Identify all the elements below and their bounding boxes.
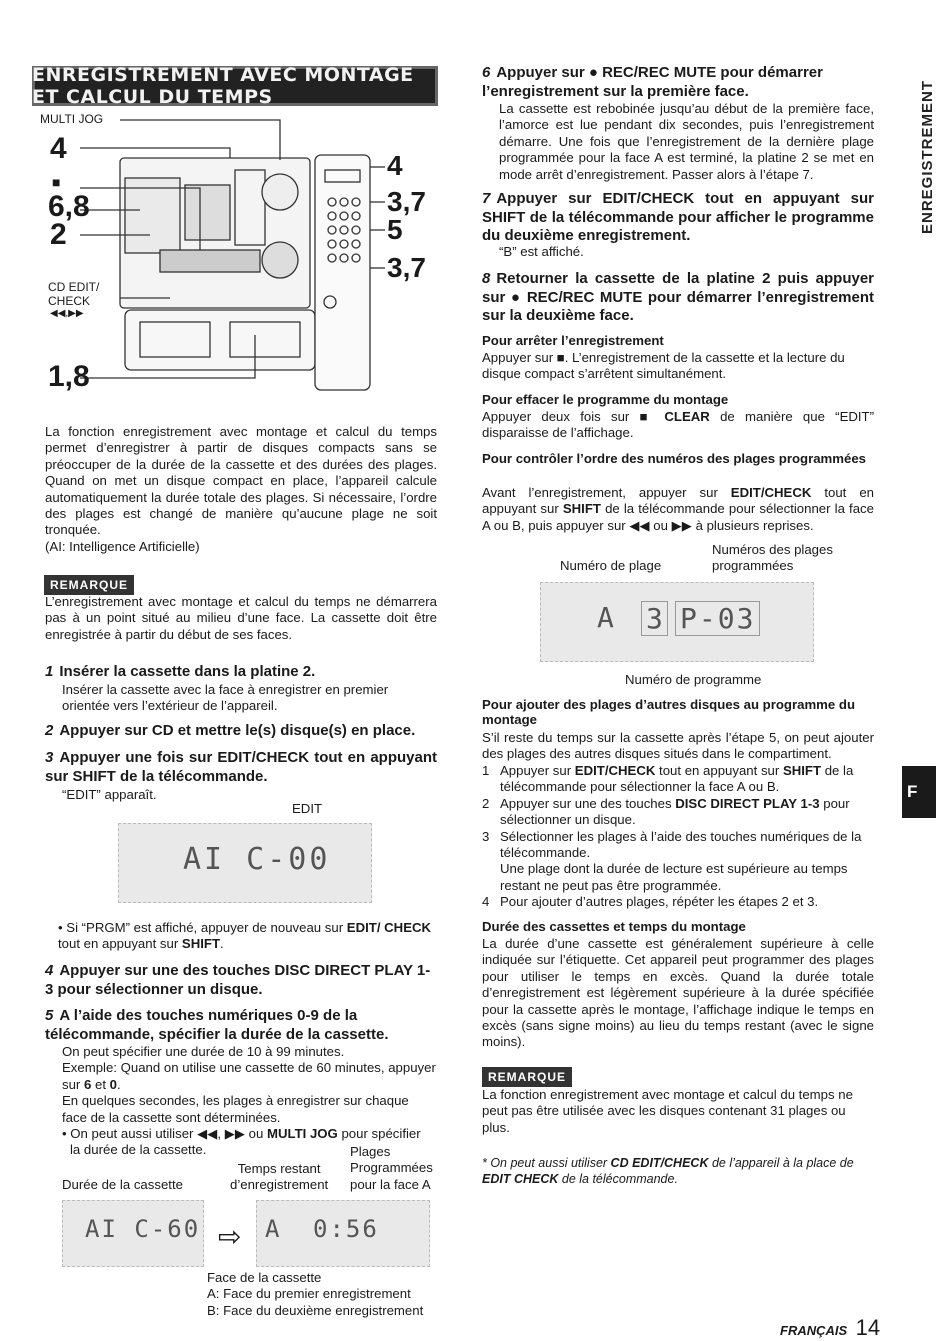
step-3-bullet-text-e: . [220, 936, 224, 952]
ajouter-item-2-text [500, 796, 874, 829]
edit-label: EDIT [292, 801, 323, 816]
step-3-bullet-text-b: EDIT/ CHECK [346, 920, 432, 935]
lcd-display-edit [118, 823, 372, 903]
footer-language: FRANÇAIS [780, 1323, 848, 1338]
step-3-number: 3 [45, 749, 54, 766]
intro-ai: (AI: Intelligence Artificielle) [45, 538, 200, 554]
controler-text-d: SHIFT [562, 501, 601, 517]
lcd-remaining-time: 0:56 [313, 1215, 379, 1243]
callout-4-right: 4 [387, 150, 403, 181]
step-5-bullet-b: MULTI JOG [266, 1126, 338, 1142]
remarque-1-text: L’enregistrement avec montage et calcul du temps ne démarrera pas à un point situé au milieu d’une face. La cassette doit être enregistrée à partir du début de ses faces. [45, 594, 437, 642]
aj2-b: DISC DIRECT PLAY 1-3 [675, 795, 820, 811]
caption-duree-cassette: Durée de la cassette [62, 1177, 183, 1192]
caption-numero-plage: Numéro de plage [560, 558, 662, 573]
effacer-text-c: de manière que “EDIT” disparaisse de l’affichage. [482, 409, 875, 441]
stop-symbol: ■ [52, 174, 61, 190]
callout-4-left: 4 [50, 132, 67, 165]
intro-text: La fonction enregistrement avec montage et calcul du temps permet d’enregistrer à partir de disques compacts sans se préoccuper de la durée de la cassette et des durées des plages. Quand on met un disque compact en place, l’appareil calcule automatiquement la durée totale des plages. Si nécessaire, l’ordre des plages est changé de manière qu’aucune plage ne soit tronquée. [45, 424, 437, 538]
ajouter-item-4-text: Pour ajouter d’autres plages, répéter les étapes 2 et 3. [500, 894, 819, 910]
aj3-extra: Une plage dont la durée de lecture est supérieure au temps restant ne peut pas être programmée. [500, 861, 848, 893]
effacer-text [482, 409, 874, 442]
face-caption [207, 1270, 447, 1319]
step-8-title: Retourner la cassette de la platine 2 puis appuyer sur ● REC/REC MUTE pour démarrer l’enregistrement sur la deuxième face. [482, 270, 874, 324]
step-3-bullet-text-a: • Si “PRGM” est affiché, appuyer de nouveau sur [58, 920, 347, 935]
lcd-program-face: A [597, 601, 614, 634]
ajouter-item-3-text [500, 829, 874, 895]
footnote-a: * On peut aussi utiliser [482, 1156, 611, 1170]
aj1-a: Appuyer sur [500, 763, 575, 778]
callout-6-8: 6,8 [48, 190, 90, 223]
heading-duree: Durée des cassettes et temps du montage [482, 919, 746, 934]
face-caption-3: B: Face du deuxième enregistrement [207, 1302, 424, 1318]
remarque-2-text: La fonction enregistrement avec montage et calcul du temps ne peut pas être utilisée avec les disques contenant 31 plages ou plus. [482, 1087, 853, 1135]
step-4-title: Appuyer sur une des touches DISC DIRECT PLAY 1-3 pour sélectionner un disque. [45, 962, 431, 998]
caption-numeros-plages: Numéros des plages programmées [712, 542, 833, 574]
step-8 [482, 270, 874, 326]
face-caption-1: Face de la cassette [207, 1270, 322, 1285]
page-footer [780, 1315, 880, 1341]
step-2-number: 2 [45, 722, 54, 739]
controler-text-c: tout en appuyant sur [482, 485, 874, 517]
step-4 [45, 962, 437, 999]
step-5-bullet-cont: la durée de la cassette. [70, 1142, 207, 1158]
step-7-number: 7 [482, 190, 491, 207]
language-tab-letter: F [907, 782, 918, 801]
lcd-program-number: P-03 [675, 601, 760, 636]
language-tab [902, 766, 936, 818]
step-6-title: Appuyer sur ● REC/REC MUTE pour démarrer l’enregistrement sur la première face. [482, 64, 823, 100]
step-5-bullet-a: • On peut aussi utiliser ◀◀, ▶▶ ou [62, 1126, 267, 1142]
caption-temps-restant: Temps restant d’enregistrement [230, 1161, 329, 1193]
footnote-e: de la télécommande. [558, 1172, 678, 1187]
step-3-bullet [58, 920, 438, 953]
step-3 [45, 749, 437, 786]
aj1-b: EDIT/CHECK [574, 763, 656, 778]
lcd-display-cassette-duration [62, 1200, 204, 1267]
step-3-bullet-text-d: SHIFT [181, 936, 221, 952]
lcd-cassette-text: AI C-60 [85, 1215, 201, 1243]
controler-text-a: Avant l’enregistrement, appuyer sur [482, 485, 731, 500]
aj2-a: Appuyer sur une des touches [500, 795, 676, 811]
controler-text-e: de la télécommande pour sélectionner la face A ou B, puis appuyer sur ◀◀ ou ▶▶ à plusieurs reprises. [482, 501, 874, 533]
cd-edit-check-label: CD EDIT/ CHECK [48, 280, 100, 308]
effacer-text-a: Appuyer deux fois sur ■ [482, 409, 665, 424]
lcd-display-remaining [256, 1200, 430, 1267]
controler-text [482, 485, 874, 534]
ajouter-item-2-num: 2 [482, 795, 490, 811]
effacer-text-b: CLEAR [664, 409, 710, 424]
step-5-p2-c: et [91, 1076, 110, 1092]
footnote [482, 1155, 874, 1188]
aj2-c: pour sélectionner un disque. [500, 795, 850, 828]
aj1-e: de la télécommande pour sélectionner la face A ou B. [500, 763, 854, 795]
step-1 [45, 663, 437, 682]
step-5 [45, 1007, 437, 1044]
step-6 [482, 64, 874, 101]
skip-symbols: ◀◀,▶▶ [50, 308, 84, 319]
callout-3-7-top: 3,7 [387, 186, 426, 217]
stereo-diagram [40, 110, 440, 410]
stereo-illustration [40, 110, 440, 410]
step-5-p2-a: Exemple: Quand on utilise une cassette de 60 minutes, appuyer sur [62, 1060, 436, 1092]
intro-paragraph [45, 424, 437, 555]
lcd-program-track: 3 [641, 601, 668, 636]
caption-numero-programme: Numéro de programme [625, 672, 762, 687]
ajouter-item-1-num: 1 [482, 763, 490, 778]
step-5-body [62, 1044, 437, 1159]
aj1-c: tout en appuyant sur [655, 763, 783, 778]
step-5-title: A l’aide des touches numériques 0-9 de la télécommande, spécifier la durée de la cassette. [45, 1007, 389, 1043]
step-7-body: “B” est affiché. [499, 244, 584, 259]
step-2-title: Appuyer sur CD et mettre le(s) disque(s) en place. [59, 722, 416, 739]
step-5-p2-b: 6 [83, 1076, 92, 1092]
step-7 [482, 190, 874, 246]
step-3-title: Appuyer une fois sur EDIT/CHECK tout en appuyant sur SHIFT de la télécommande. [45, 749, 437, 785]
page-number: 14 [855, 1315, 881, 1340]
step-3-body: “EDIT” apparaît. [62, 787, 157, 802]
face-caption-2: A: Face du premier enregistrement [207, 1286, 411, 1302]
ajouter-item-1 [482, 763, 874, 796]
section-side-tab [914, 62, 940, 252]
step-5-p1: On peut spécifier une durée de 10 à 99 minutes. [62, 1044, 345, 1059]
step-5-bullet [62, 1126, 437, 1142]
arrow-right-icon: ⇨ [218, 1221, 242, 1252]
ajouter-item-4-num: 4 [482, 894, 490, 910]
controler-text-b: EDIT/CHECK [730, 485, 812, 500]
lcd-remaining-face: A [265, 1215, 280, 1243]
aj1-d: SHIFT [782, 763, 822, 778]
step-1-title: Insérer la cassette dans la platine 2. [59, 663, 316, 680]
step-5-p2 [62, 1060, 437, 1093]
step-6-number: 6 [482, 64, 491, 81]
footnote-b: CD EDIT/CHECK [610, 1156, 709, 1170]
step-5-bullet-c: pour spécifier [337, 1126, 421, 1142]
step-6-body: La cassette est rebobinée jusqu’au début de la première face, l’amorce est lue pendant dix secondes, puis l’enregistrement démarre. Une fois que l’enregistrement de la dernière plage programmée pour la face A est terminé, la platine 2 se met en mode arrêt d’enregistrement. Passer alors à l’étape 7. [499, 101, 874, 182]
ajouter-item-1-text [500, 763, 874, 796]
ajouter-list [482, 763, 874, 911]
ajouter-item-4 [482, 894, 874, 910]
footnote-c: de l’appareil à la place de [708, 1156, 854, 1170]
step-5-number: 5 [45, 1007, 54, 1024]
remarque-badge-2: REMARQUE [482, 1067, 572, 1087]
callout-1-8: 1,8 [48, 360, 90, 393]
heading-controler: Pour contrôler l’ordre des numéros des plages programmées [482, 451, 867, 466]
ajouter-intro: S’il reste du temps sur la cassette après l’étape 5, on peut ajouter des plages des autres disques situés dans le compartiment. [482, 730, 874, 762]
ajouter-item-2 [482, 796, 874, 829]
lcd-edit-text: AI C-00 [183, 842, 331, 877]
step-5-p2-e: . [117, 1076, 121, 1092]
multi-jog-label: MULTI JOG [40, 112, 104, 126]
step-1-body: Insérer la cassette avec la face à enregistrer en premier orientée vers l’extérieur de l’appareil. [62, 682, 389, 714]
heading-effacer: Pour effacer le programme du montage [482, 392, 729, 407]
heading-ajouter: Pour ajouter des plages d’autres disques au programme du montage [482, 697, 856, 727]
step-8-number: 8 [482, 270, 491, 287]
callout-2: 2 [50, 218, 67, 251]
page-title: ENREGISTREMENT AVEC MONTAGE ET CALCUL DU TEMPS [32, 66, 438, 106]
arreter-text: Appuyer sur ■. L’enregistrement de la cassette et la lecture du disque compact s’arrêtent simultanément. [482, 350, 845, 382]
step-7-title: Appuyer sur EDIT/CHECK tout en appuyant sur SHIFT de la télécommande pour afficher le programme du deuxième enregistrement. [482, 190, 874, 244]
side-tab-label: ENREGISTREMENT [918, 79, 936, 234]
step-5-p3: En quelques secondes, les plages à enregistrer sur chaque face de la cassette sont déterminées. [62, 1093, 409, 1125]
ajouter-item-3 [482, 829, 874, 895]
step-3-bullet-text-c: tout en appuyant sur [58, 936, 182, 952]
heading-arreter: Pour arrêter l’enregistrement [482, 333, 664, 348]
ajouter-item-3-num: 3 [482, 828, 490, 844]
caption-plages-face-a: Plages Programmées pour la face A [350, 1144, 433, 1192]
step-4-number: 4 [45, 962, 54, 979]
step-1-number: 1 [45, 663, 54, 680]
aj3-text: Sélectionner les plages à l’aide des touches numériques de la télécommande. [500, 828, 862, 861]
remarque-badge-1: REMARQUE [44, 575, 134, 595]
footnote-d: EDIT CHECK [482, 1172, 559, 1187]
step-2 [45, 722, 437, 741]
lcd-display-program [540, 582, 814, 662]
step-5-p2-d: 0 [109, 1076, 117, 1092]
callout-5: 5 [387, 214, 403, 245]
duree-text: La durée d’une cassette est généralement supérieure à celle indiquée sur l’étiquette. Cet appareil peut programmer des plages pour utiliser le temps en excès. Quand la durée totale d’enregistrement est légèrement supérieure à la durée spécifiée pour la cassette après le montage, l’affichage indique le temps en excès (sans signe moins) au lieu du temps restant (avec le signe moins). [482, 936, 874, 1050]
callout-3-7-bottom: 3,7 [387, 252, 426, 283]
